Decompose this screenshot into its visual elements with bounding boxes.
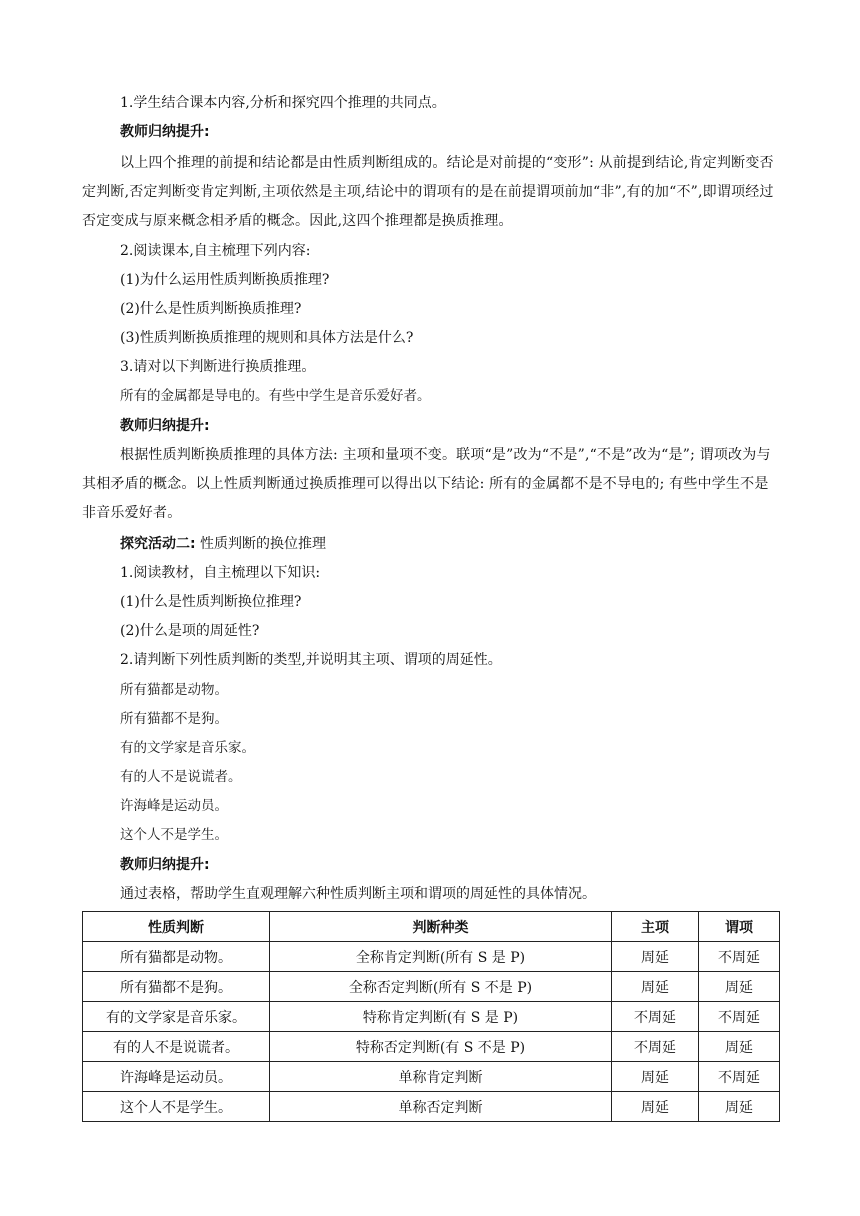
example-sentence: 有的人不是说谎者。 bbox=[120, 769, 242, 785]
heading-teacher-summary: 教师归纳提升: bbox=[120, 418, 210, 434]
table-header-cell: 性质判断 bbox=[83, 912, 270, 942]
table-cell: 周延 bbox=[699, 972, 780, 1002]
table-row bbox=[83, 1092, 780, 1122]
table-row bbox=[83, 972, 780, 1002]
paragraph-analysis-task: 1.学生结合课本内容,分析和探究四个推理的共同点。 bbox=[120, 95, 446, 111]
heading-teacher-summary: 教师归纳提升: bbox=[120, 124, 210, 140]
paragraph-exercise-task: 3.请对以下判断进行换质推理。 bbox=[120, 359, 316, 375]
table-row bbox=[83, 1002, 780, 1032]
table-header-cell: 主项 bbox=[612, 912, 699, 942]
table-cell: 周延 bbox=[612, 1062, 699, 1092]
table-cell: 有的人不是说谎者。 bbox=[83, 1032, 270, 1062]
table-cell: 许海峰是运动员。 bbox=[83, 1062, 270, 1092]
question-item: (2)什么是性质判断换质推理? bbox=[120, 301, 302, 317]
table-cell: 周延 bbox=[612, 972, 699, 1002]
example-sentences: 所有的金属都是导电的。有些中学生是音乐爱好者。 bbox=[120, 388, 431, 404]
question-item: (1)为什么运用性质判断换质推理? bbox=[120, 272, 330, 288]
paragraph-judge-task: 2.请判断下列性质判断的类型,并说明其主项、谓项的周延性。 bbox=[120, 652, 502, 668]
table-cell: 不周延 bbox=[699, 942, 780, 972]
example-sentence: 许海峰是运动员。 bbox=[120, 798, 228, 814]
question-item: (3)性质判断换质推理的规则和具体方法是什么? bbox=[120, 330, 414, 346]
table-cell: 周延 bbox=[612, 1092, 699, 1122]
table-header-cell: 谓项 bbox=[699, 912, 780, 942]
question-item: (1)什么是性质判断换位推理? bbox=[120, 594, 302, 610]
example-sentence: 所有猫都不是狗。 bbox=[120, 711, 228, 727]
activity-title: 性质判断的换位推理 bbox=[195, 536, 327, 552]
table-cell: 不周延 bbox=[612, 1032, 699, 1062]
table-row bbox=[83, 942, 780, 972]
paragraph-conversion-summary: 以上四个推理的前提和结论都是由性质判断组成的。结论是对前提的“变形”: 从前提到结论,肯定判断变否定判断,否定判断变肯定判断,主项依然是主项,结论中的谓项有的是在前提谓项前加“非”,有的加“不”,即谓项经过否定变成与原来概念相矛盾的概念。因此,这四个推理都是换质推理。 bbox=[82, 155, 774, 229]
table-cell: 不周延 bbox=[699, 1062, 780, 1092]
table-cell: 周延 bbox=[699, 1092, 780, 1122]
activity-label: 探究活动二: bbox=[120, 536, 196, 552]
table-cell: 周延 bbox=[612, 942, 699, 972]
table-cell: 这个人不是学生。 bbox=[83, 1092, 270, 1122]
table-cell: 有的文学家是音乐家。 bbox=[83, 1002, 270, 1032]
table-cell: 全称肯定判断(所有 S 是 P) bbox=[270, 942, 612, 972]
table-row bbox=[83, 1062, 780, 1092]
table-cell: 不周延 bbox=[612, 1002, 699, 1032]
table-cell: 周延 bbox=[699, 1032, 780, 1062]
table-header-row bbox=[83, 912, 780, 942]
paragraph-read-textbook: 2.阅读课本,自主梳理下列内容: bbox=[120, 243, 311, 259]
table-cell: 不周延 bbox=[699, 1002, 780, 1032]
table-cell: 全称否定判断(所有 S 不是 P) bbox=[270, 972, 612, 1002]
table-cell: 特称肯定判断(有 S 是 P) bbox=[270, 1002, 612, 1032]
paragraph-read-material: 1.阅读教材，自主梳理以下知识: bbox=[120, 565, 321, 581]
table-cell: 单称肯定判断 bbox=[270, 1062, 612, 1092]
table-header-cell: 判断种类 bbox=[270, 912, 612, 942]
example-sentence: 这个人不是学生。 bbox=[120, 827, 228, 843]
question-item: (2)什么是项的周延性? bbox=[120, 623, 260, 639]
distribution-table bbox=[82, 911, 780, 1122]
example-sentence: 所有猫都是动物。 bbox=[120, 682, 228, 698]
table-cell: 所有猫都是动物。 bbox=[83, 942, 270, 972]
heading-activity-two bbox=[82, 530, 782, 559]
paragraph-method-summary: 根据性质判断换质推理的具体方法: 主项和量项不变。联项“是”改为“不是”,“不是”改为“是”; 谓项改为与其相矛盾的概念。以上性质判断通过换质推理可以得出以下结论: 所有的金属都不是不导电的; 有些中学生不是非音乐爱好者。 bbox=[82, 447, 771, 521]
table-cell: 单称否定判断 bbox=[270, 1092, 612, 1122]
example-sentence: 有的文学家是音乐家。 bbox=[120, 740, 255, 756]
paragraph-table-intro: 通过表格，帮助学生直观理解六种性质判断主项和谓项的周延性的具体情况。 bbox=[120, 886, 596, 902]
table-cell: 特称否定判断(有 S 不是 P) bbox=[270, 1032, 612, 1062]
table-cell: 所有猫都不是狗。 bbox=[83, 972, 270, 1002]
heading-teacher-summary: 教师归纳提升: bbox=[120, 857, 210, 873]
table-row bbox=[83, 1032, 780, 1062]
